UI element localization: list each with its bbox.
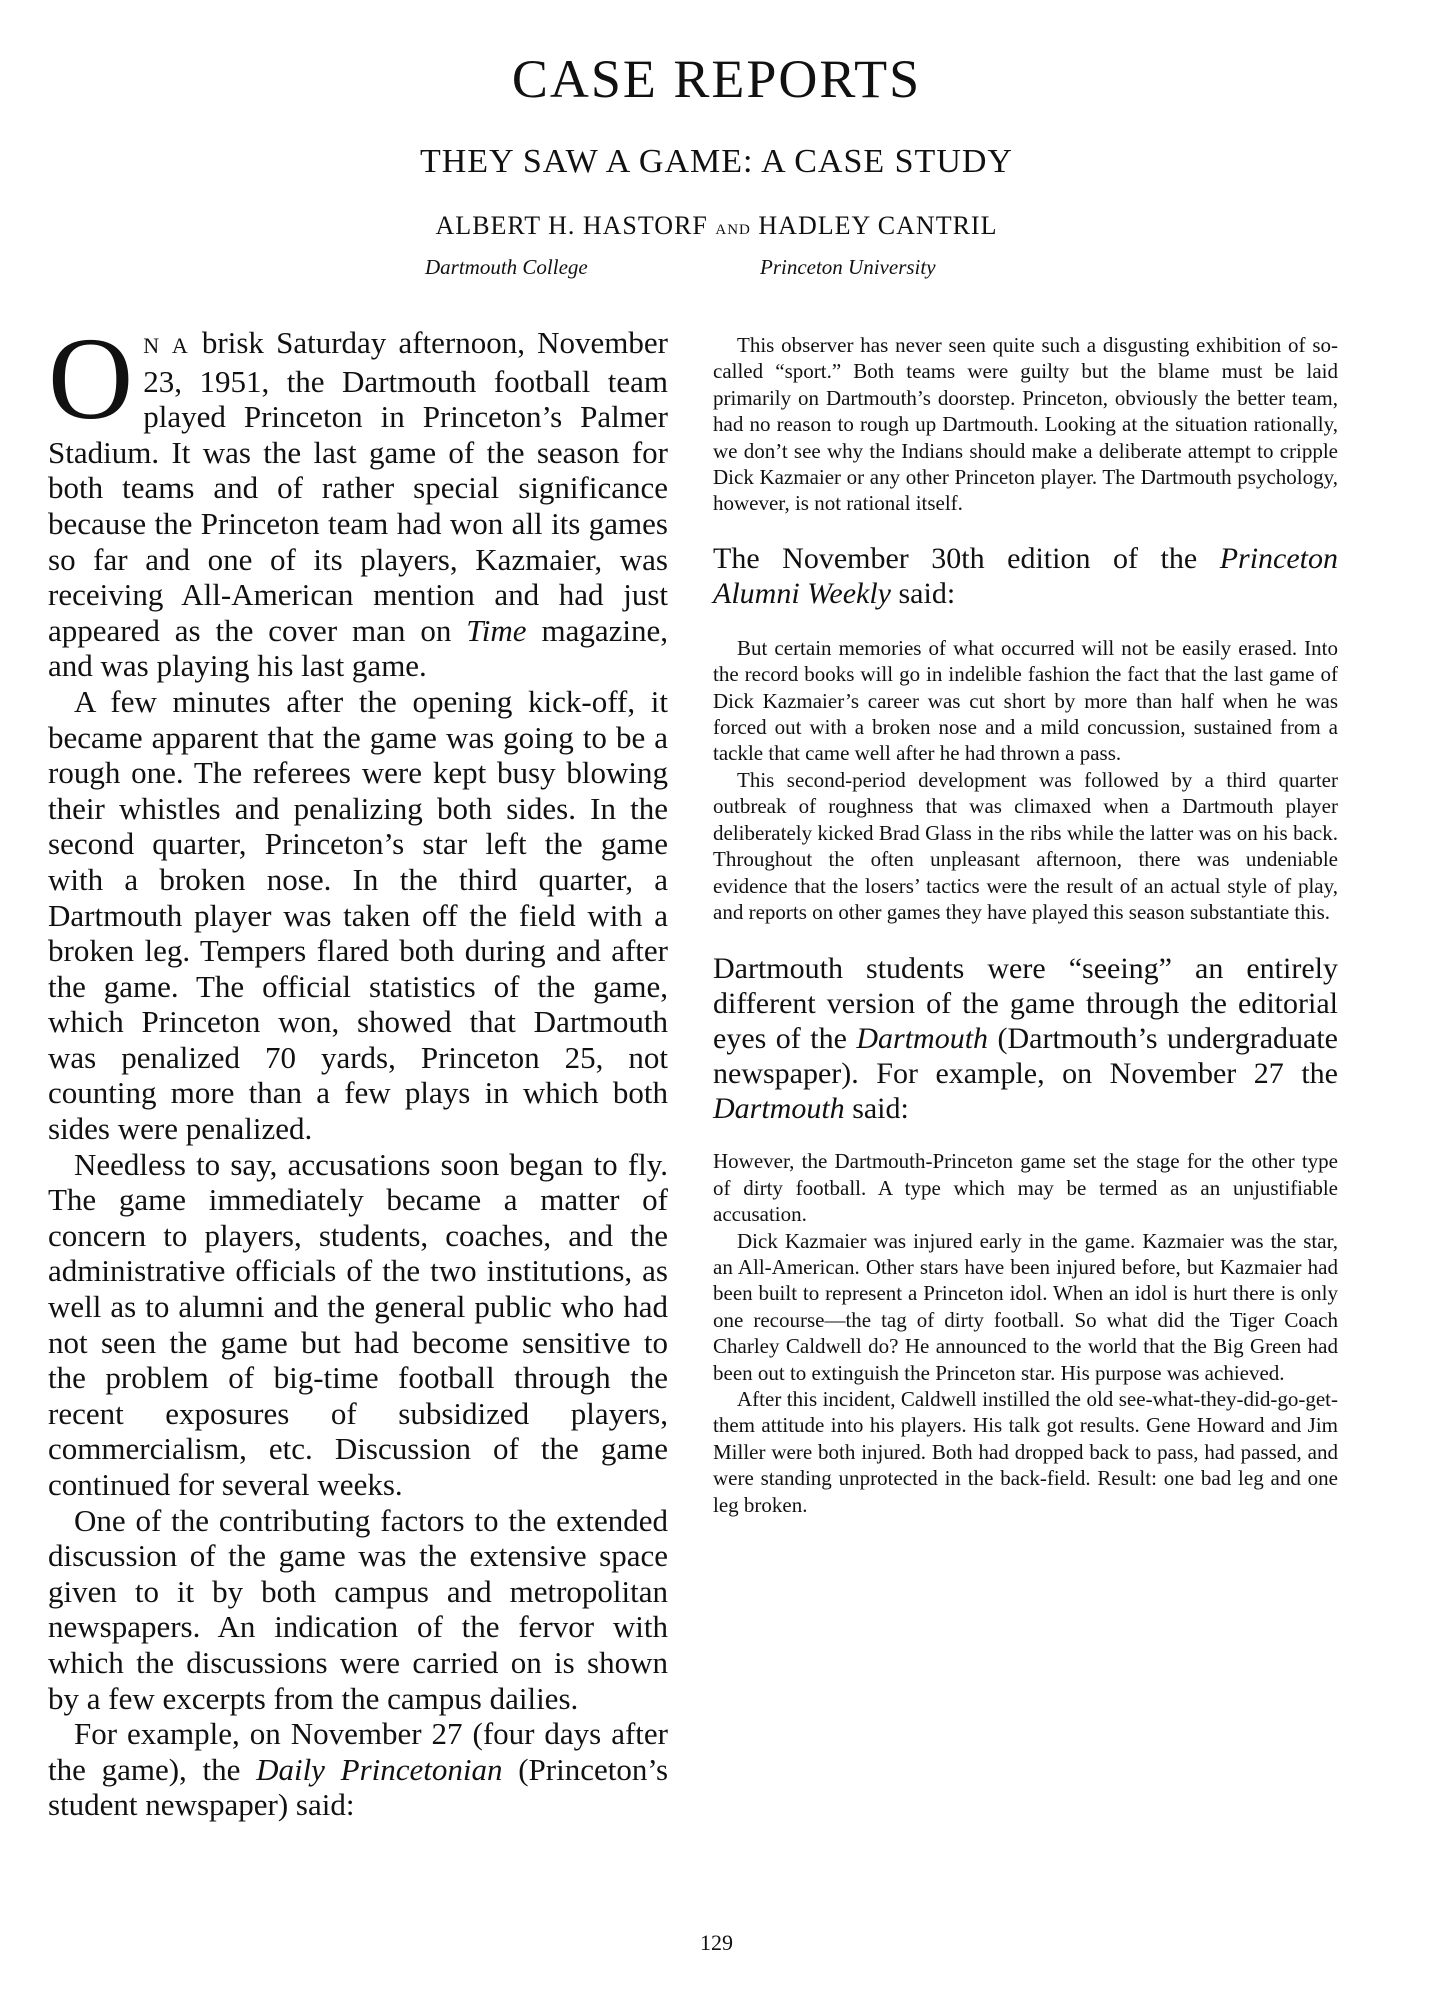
quote-paragraph: This observer has never seen quite such a disgusting exhibition of so-called “sport.” Both teams were guilty but the blame must be laid primarily on Dartmouth’s doorstep. Princeton, obviously the better team, had no reason to rough up Dartmouth. Looking at the situation rationally, we don’t see why the Indians should make a deliberate attempt to cripple Dick Kazmaier or any other Princeton player. The Dartmouth psychology, however, is not rational itself. (713, 333, 1338, 516)
newspaper-title: Dartmouth (713, 1092, 845, 1126)
author-conjunction: AND (715, 222, 751, 239)
section-title: CASE REPORTS (511, 49, 922, 109)
body-paragraph: One of the contributing factors to the extended discussion of the game was the extensive space given to it by both campus and metropolitan newspapers. An indication of the fervor with which the discussions were carried on is shown by a few excerpts from the campus dailies. (48, 1502, 668, 1716)
block-quote (713, 635, 1338, 925)
intro-paragraph (713, 951, 1338, 1126)
paragraph-text: The November 30th edition of the (713, 541, 1220, 575)
affiliation-dartmouth: Dartmouth College (425, 255, 588, 279)
body-paragraph (48, 1716, 668, 1823)
paragraph-text: (Dartmouth’s undergraduate newspaper). For example, on November 27 the (713, 1022, 1338, 1091)
article-header (0, 50, 1433, 241)
newspaper-title: Dartmouth (856, 1022, 989, 1056)
magazine-title: Time (466, 612, 527, 648)
body-paragraph (48, 313, 668, 684)
quote-paragraph: But certain memories of what occurred will not be easily erased. Into the record books will go in indelible fashion the fact that the last game of Dick Kazmaier’s career was cut short by more than half when he was forced out with a broken nose and a mild concussion, sustained from a tackle that came well after he had thrown a pass. (713, 635, 1338, 766)
paragraph-text: said: (891, 576, 956, 610)
drop-cap: O (48, 313, 134, 444)
page-number: 129 (700, 1930, 733, 1955)
paragraph-text: (Princeton’s student newspaper) said: (48, 1751, 669, 1823)
newspaper-title: Princeton Alumni Weekly (713, 541, 1338, 610)
quote-paragraph: However, the Dartmouth-Princeton game set the stage for the other type of dirty football. A type which may be termed as an unjustifiable accusation. (713, 1149, 1338, 1227)
paragraph-text: Dartmouth students were “seeing” an entirely different version of the game through the editorial eyes of the (713, 952, 1338, 1056)
affiliation-princeton: Princeton University (760, 255, 936, 279)
quote-paragraph: Dick Kazmaier was injured early in the game. Kazmaier was the star, an All-American. Other stars have been injured before, but Kazmaier had been built to represent a Princeton idol. When an idol is hurt there is only one recourse—the tag of dirty football. So what did the Tiger Coach Charley Caldwell do? He announced to the world that the Big Green had been out to extinguish the Princeton star. His purpose was achieved. (713, 1228, 1338, 1385)
author-name: HADLEY CANTRIL (758, 211, 998, 241)
author-line (0, 211, 1433, 241)
quote-paragraph: This second-period development was followed by a third quarter outbreak of roughness that was climaxed when a Dartmouth player deliberately kicked Brad Glass in the ribs while the latter was on his back. Throughout the often unpleasant afternoon, there was undeniable evidence that the losers’ tactics were the result of an actual style of play, and reports on other games they have played this season substantiate this. (713, 767, 1338, 924)
paragraph-text: magazine, and was playing his last game. (48, 612, 668, 684)
article-title: THEY SAW A GAME: A CASE STUDY (419, 143, 1013, 181)
paragraph-text: said: (844, 1092, 909, 1126)
body-paragraph: A few minutes after the opening kick-off, it became apparent that the game was going to be a rough one. The referees were kept busy blowing their whistles and penalizing both sides. In the second quarter, Princeton’s star left the game with a broken nose. In the third quarter, a Dartmouth player was taken off the field with a broken leg. Tempers flared both during and after the game. The official statistics of the game, which Princeton won, showed that Dartmouth was penalized 70 yards, Princeton 25, not counting more than a few plays in which both sides were penalized. (48, 683, 668, 1147)
author-name: ALBERT H. HASTORF (435, 211, 708, 241)
quote-paragraph: After this incident, Caldwell instilled the old see-what-they-did-go-get-them attitude into his players. His talk got results. Gene Howard and Jim Miller were both injured. Both had dropped back to pass, had passed, and were standing unprotected in the back-field. Result: one bad leg and one leg broken. (713, 1386, 1338, 1517)
paragraph-text: For example, on November 27 (four days after the game), the (48, 1716, 668, 1787)
small-caps-opening: N A (143, 333, 190, 358)
body-paragraph: Needless to say, accusations soon began to fly. The game immediately became a matter of concern to players, students, coaches, and the administrative officials of the two institutions, as well as to alumni and the general public who had not seen the game but had become sensitive to the problem of big-time football through the recent exposures of subsidized players, commercialism, etc. Discussion of the game continued for several weeks. (48, 1146, 668, 1502)
right-column (713, 332, 1338, 1518)
block-quote (713, 1148, 1338, 1518)
left-column (48, 313, 669, 1823)
newspaper-title: Daily Princetonian (256, 1751, 503, 1787)
block-quote (713, 332, 1338, 517)
intro-paragraph (713, 541, 1338, 611)
paragraph-text: brisk Saturday afternoon, November 23, 1951, the Dartmouth football team played Princeton in Princeton’s Palmer Stadium. It was the last game of the season for both teams and of rather special significance because the Princeton team had won all its games so far and one of its players, Kazmaier, was receiving All-American mention and had just appeared as the cover man on (48, 325, 668, 648)
